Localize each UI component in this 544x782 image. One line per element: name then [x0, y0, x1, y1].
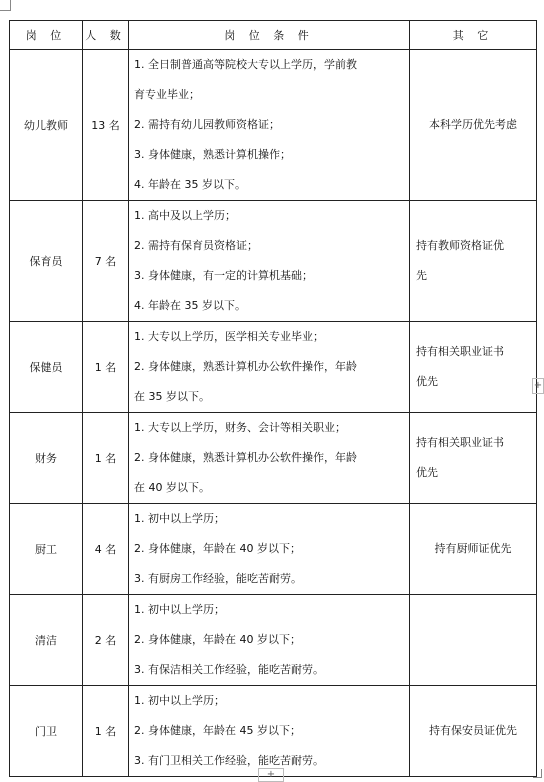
- add-column-icon[interactable]: +: [258, 768, 284, 782]
- condition-line: 在 40 岁以下。: [134, 481, 210, 494]
- other-text-line: 持有保安员证优先: [429, 724, 517, 737]
- condition-line: 3. 身体健康，熟悉计算机操作；: [134, 148, 291, 161]
- header-position: 岗 位: [10, 21, 83, 50]
- table-row: [10, 322, 537, 413]
- condition-line: 3. 有保洁相关工作经验，能吃苦耐劳。: [134, 663, 324, 676]
- condition-line: 3. 有门卫相关工作经验，能吃苦耐劳。: [134, 754, 324, 767]
- table-body: [10, 50, 537, 777]
- condition-line: 1. 大专以上学历，医学相关专业毕业；: [134, 330, 324, 343]
- header-other: 其 它: [410, 21, 537, 50]
- table-row: [10, 686, 537, 777]
- other-text-line: 优先: [416, 466, 438, 479]
- condition-line: 4. 年龄在 35 岁以下。: [134, 178, 246, 191]
- conditions-cell: [129, 201, 410, 322]
- other-cell: [410, 201, 537, 322]
- conditions-cell: [129, 595, 410, 686]
- count-cell: 1 名: [83, 686, 129, 777]
- conditions-cell: [129, 413, 410, 504]
- add-row-icon[interactable]: +: [532, 378, 544, 394]
- position-cell: 财务: [10, 413, 83, 504]
- other-text-line: 优先: [416, 375, 438, 388]
- conditions-cell: [129, 50, 410, 201]
- table-row: [10, 504, 537, 595]
- recruitment-table-container: [9, 20, 532, 777]
- conditions-cell: [129, 686, 410, 777]
- condition-line: 2. 身体健康，熟悉计算机办公软件操作，年龄: [134, 451, 357, 464]
- condition-line: 3. 有厨房工作经验，能吃苦耐劳。: [134, 572, 302, 585]
- other-text-line: 本科学历优先考虑: [429, 118, 517, 131]
- condition-line: 2. 身体健康，年龄在 40 岁以下；: [134, 542, 301, 555]
- conditions-cell: [129, 322, 410, 413]
- recruitment-table: [9, 20, 537, 777]
- condition-line: 1. 大专以上学历，财务、会计等相关职业；: [134, 421, 346, 434]
- condition-line: 2. 需持有保育员资格证；: [134, 239, 258, 252]
- header-conditions: 岗 位 条 件: [129, 21, 410, 50]
- table-row: [10, 201, 537, 322]
- count-cell: 4 名: [83, 504, 129, 595]
- position-cell: 清洁: [10, 595, 83, 686]
- conditions-cell: [129, 504, 410, 595]
- condition-line: 在 35 岁以下。: [134, 390, 210, 403]
- other-cell: [410, 595, 537, 686]
- count-cell: 1 名: [83, 413, 129, 504]
- condition-line: 4. 年龄在 35 岁以下。: [134, 299, 246, 312]
- table-header-row: [10, 21, 537, 50]
- condition-line: 2. 需持有幼儿园教师资格证；: [134, 118, 280, 131]
- condition-line: 3. 身体健康，有一定的计算机基础；: [134, 269, 313, 282]
- other-text-line: 持有相关职业证书: [416, 345, 504, 358]
- other-text-line: 持有教师资格证优: [416, 239, 504, 252]
- position-cell: 厨工: [10, 504, 83, 595]
- other-cell: [410, 50, 537, 201]
- condition-line: 2. 身体健康，年龄在 45 岁以下；: [134, 724, 301, 737]
- condition-line: 1. 初中以上学历；: [134, 694, 225, 707]
- position-cell: 幼儿教师: [10, 50, 83, 201]
- condition-line: 1. 高中及以上学历；: [134, 209, 236, 222]
- table-row: [10, 50, 537, 201]
- count-cell: 2 名: [83, 595, 129, 686]
- table-move-handle[interactable]: [0, 0, 11, 11]
- other-cell: [410, 322, 537, 413]
- other-text-line: 持有厨师证优先: [434, 542, 512, 555]
- table-resize-handle[interactable]: [533, 769, 542, 778]
- table-row: [10, 595, 537, 686]
- position-cell: 保健员: [10, 322, 83, 413]
- other-text-line: 持有相关职业证书: [416, 436, 504, 449]
- other-cell: [410, 413, 537, 504]
- position-cell: 保育员: [10, 201, 83, 322]
- count-cell: 13 名: [83, 50, 129, 201]
- condition-line: 2. 身体健康，年龄在 40 岁以下；: [134, 633, 301, 646]
- header-count: 人 数: [83, 21, 129, 50]
- condition-line: 1. 初中以上学历；: [134, 603, 225, 616]
- count-cell: 1 名: [83, 322, 129, 413]
- condition-line: 1. 初中以上学历；: [134, 512, 225, 525]
- table-row: [10, 413, 537, 504]
- condition-line: 2. 身体健康，熟悉计算机办公软件操作，年龄: [134, 360, 357, 373]
- other-cell: [410, 504, 537, 595]
- condition-line: 1. 全日制普通高等院校大专以上学历，学前教: [134, 58, 357, 71]
- position-cell: 门卫: [10, 686, 83, 777]
- count-cell: 7 名: [83, 201, 129, 322]
- other-cell: [410, 686, 537, 777]
- condition-line: 育专业毕业；: [134, 88, 200, 101]
- other-text-line: 先: [416, 269, 427, 282]
